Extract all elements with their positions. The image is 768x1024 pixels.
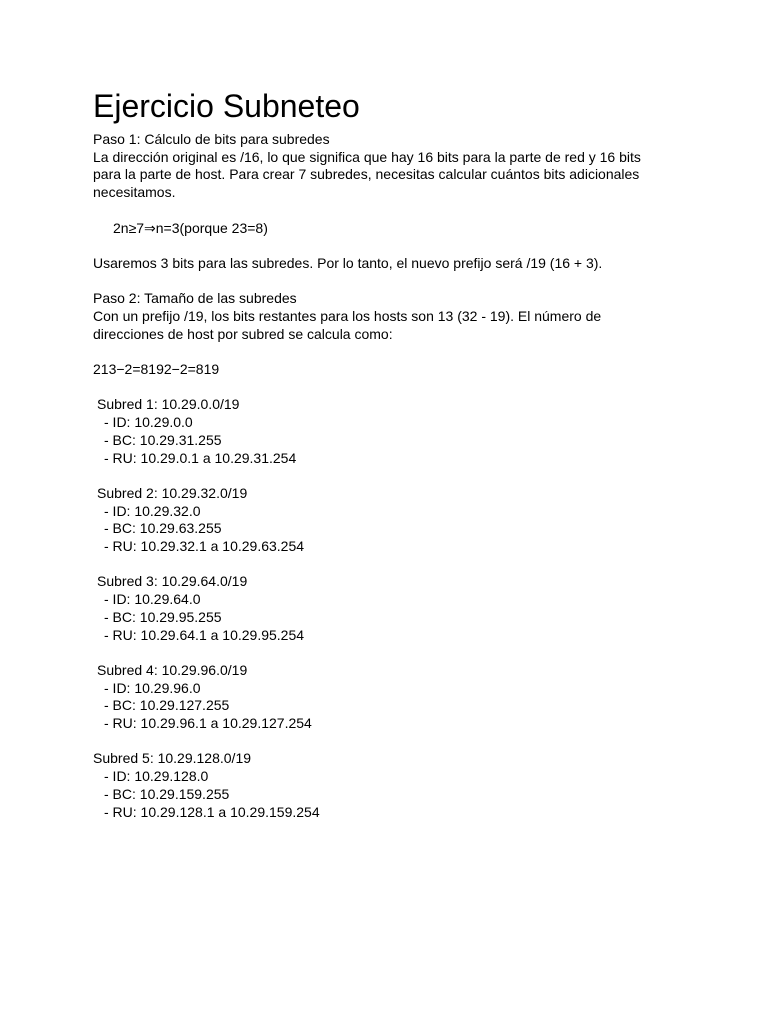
subnet-usable-range: - RU: 10.29.32.1 a 10.29.63.254 (104, 538, 305, 555)
document-body (93, 131, 668, 821)
subnet-header: Subred 5: 10.29.128.0/19 (93, 750, 252, 767)
subnet-header: Subred 2: 10.29.32.0/19 (97, 484, 248, 501)
subnet-block-4 (93, 662, 668, 733)
subnet-broadcast: - BC: 10.29.31.255 (104, 431, 222, 448)
subnet-usable-range: - RU: 10.29.96.1 a 10.29.127.254 (104, 715, 312, 732)
subnet-block-5 (93, 750, 668, 821)
subnet-broadcast: - BC: 10.29.127.255 (104, 697, 230, 714)
subnet-header: Subred 3: 10.29.64.0/19 (97, 573, 248, 590)
subnet-usable-range: - RU: 10.29.64.1 a 10.29.95.254 (104, 626, 305, 643)
bits-paragraph: Usaremos 3 bits para las subredes. Por lo tanto, el nuevo prefijo será /19 (16 + 3). (93, 254, 603, 271)
subnet-id: - ID: 10.29.96.0 (104, 679, 201, 696)
subnet-block-1 (93, 396, 668, 467)
blank-line (93, 379, 668, 397)
paso2-heading: Paso 2: Tamaño de las subredes (93, 290, 297, 307)
blank-line (93, 556, 668, 574)
blank-line (93, 343, 668, 361)
blank-line (93, 237, 668, 255)
blank-line (93, 273, 668, 291)
subnet-header: Subred 1: 10.29.0.0/19 (97, 396, 240, 413)
blank-line (93, 202, 668, 220)
subnet-block-2 (93, 485, 668, 556)
subnet-broadcast: - BC: 10.29.95.255 (104, 608, 222, 625)
paso1-paragraph: La dirección original es /16, lo que significa que hay 16 bits para la parte de red y 16 bits para la parte de host. Para crear 7 subredes, necesitas calcular cuántos bits adicionales necesitamos. (93, 148, 641, 201)
blank-line (93, 733, 668, 751)
subnet-block-3 (93, 573, 668, 644)
subnet-header: Subred 4: 10.29.96.0/19 (97, 661, 248, 678)
subnet-id: - ID: 10.29.0.0 (104, 414, 193, 431)
subnet-id: - ID: 10.29.64.0 (104, 591, 201, 608)
subnet-broadcast: - BC: 10.29.159.255 (104, 785, 230, 802)
paso2-paragraph: Con un prefijo /19, los bits restantes para los hosts son 13 (32 - 19). El número de direcciones de host por subred se calcula como: (93, 307, 602, 342)
subnet-id: - ID: 10.29.128.0 (104, 768, 209, 785)
subnet-broadcast: - BC: 10.29.63.255 (104, 520, 222, 537)
blank-line (93, 467, 668, 485)
blank-line (93, 644, 668, 662)
paso1-heading: Paso 1: Cálculo de bits para subredes (93, 131, 330, 147)
subnet-usable-range: - RU: 10.29.128.1 a 10.29.159.254 (104, 803, 320, 820)
formula-hosts: 213−2=8192−2=819 (93, 361, 220, 378)
subnet-usable-range: - RU: 10.29.0.1 a 10.29.31.254 (104, 449, 297, 466)
subnet-id: - ID: 10.29.32.0 (104, 502, 201, 519)
formula-bits: 2n≥7⇒n=3(porque 23=8) (113, 219, 268, 236)
document-title: Ejercicio Subneteo (93, 88, 360, 124)
